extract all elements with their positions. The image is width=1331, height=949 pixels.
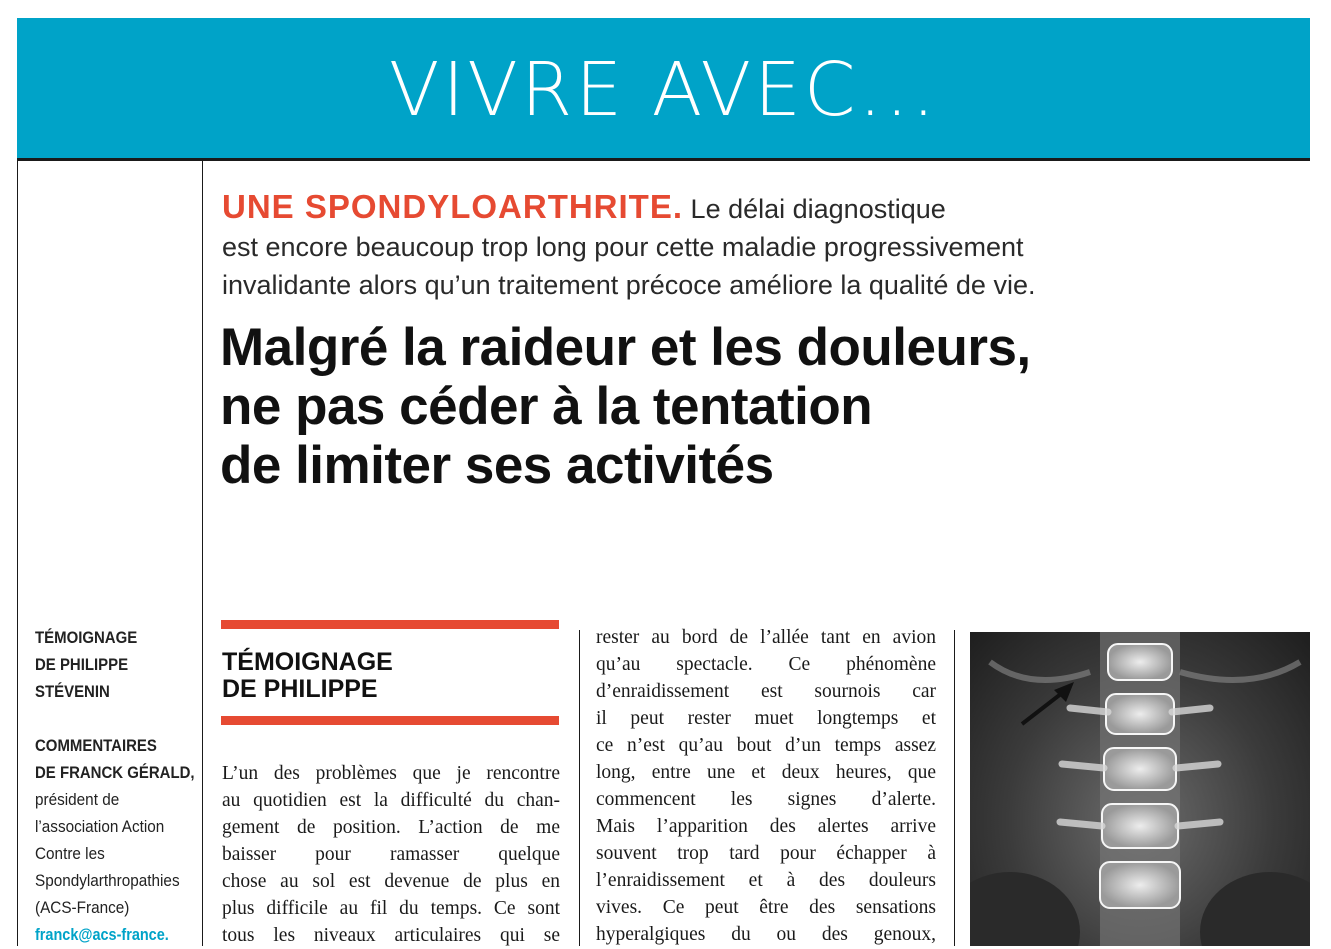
standfirst-line: est encore beaucoup trop long pour cette maladie progressivement xyxy=(222,232,1024,262)
text-line: qu’au spectacle. Ce phénomène xyxy=(596,654,936,675)
credit-line: TÉMOIGNAGE xyxy=(35,628,138,647)
text-line: L’un des problèmes que je rencontre xyxy=(222,763,560,784)
banner-title: VIVRE AVEC... xyxy=(388,47,939,133)
standfirst xyxy=(222,188,1282,304)
section-rule-bottom xyxy=(221,716,559,725)
headline-line: ne pas céder à la tentation xyxy=(220,377,873,436)
kicker: UNE SPONDYLOARTHRITE. xyxy=(222,188,684,225)
credit-line: président de xyxy=(35,790,120,809)
sidebar-divider xyxy=(202,161,203,946)
text-line: l’enraidissement et à des douleurs xyxy=(596,870,936,891)
left-border-rule xyxy=(17,161,18,946)
credit-line: STÉVENIN xyxy=(35,682,110,701)
text-line: rester au bord de l’allée tant en avion xyxy=(596,627,936,648)
section-title-line: TÉMOIGNAGE xyxy=(222,648,393,676)
text-line: il peut rester muet longtemps et xyxy=(596,708,936,729)
email-link[interactable]: franck@acs-france. xyxy=(35,925,169,944)
text-line: tous les niveaux articulaires qui se xyxy=(222,925,560,946)
text-line: vives. Ce peut être des sensations xyxy=(596,897,936,918)
spine-xray-image xyxy=(970,632,1310,946)
text-line: plus difficile au fil du temps. Ce sont xyxy=(222,898,560,919)
credit-line: Spondylarthropathies xyxy=(35,871,180,890)
section-title-line: DE PHILIPPE xyxy=(222,675,378,703)
credit-line: DE FRANCK GÉRALD, xyxy=(35,763,195,782)
body-column-2 xyxy=(596,624,936,948)
text-line: souvent trop tard pour échapper à xyxy=(596,843,936,864)
text-line: baisser pour ramasser quelque xyxy=(222,844,560,865)
credit-line: DE PHILIPPE xyxy=(35,655,129,674)
credit-line: l’association Action xyxy=(35,817,165,836)
pointer-arrow-icon xyxy=(1022,682,1074,724)
text-line: d’enraidissement est sournois car xyxy=(596,681,936,702)
text-line: hyperalgiques du ou des genoux, xyxy=(596,924,936,945)
credit-line: (ACS-France) xyxy=(35,898,130,917)
text-line: ce n’est qu’au bout d’un temps assez xyxy=(596,735,936,756)
standfirst-line: Le délai diagnostique xyxy=(690,194,946,224)
text-line: chose au sol est devenue de plus en xyxy=(222,871,560,892)
credit-line: COMMENTAIRES xyxy=(35,736,157,755)
text-line: gement de position. L’action de me xyxy=(222,817,560,838)
text-line: long, entre une et deux heures, que xyxy=(596,762,936,783)
column-divider xyxy=(954,630,955,946)
text-line: Mais l’apparition des alertes arrive xyxy=(596,816,936,837)
section-rule-top xyxy=(221,620,559,629)
headline-line: de limiter ses activités xyxy=(220,436,774,495)
column-divider xyxy=(579,630,580,946)
section-title xyxy=(222,649,562,703)
article-headline xyxy=(220,318,1300,495)
section-banner xyxy=(17,18,1310,161)
xray-illustration xyxy=(970,632,1310,946)
text-line: au quotidien est la difficulté du chan- xyxy=(222,790,560,811)
author-credits xyxy=(35,624,195,948)
standfirst-line: invalidante alors qu’un traitement précoce améliore la qualité de vie. xyxy=(222,270,1036,300)
text-line: commencent les signes d’alerte. xyxy=(596,789,936,810)
credit-line: Contre les xyxy=(35,844,105,863)
headline-line: Malgré la raideur et les douleurs, xyxy=(220,318,1031,377)
body-column-1 xyxy=(222,760,560,949)
